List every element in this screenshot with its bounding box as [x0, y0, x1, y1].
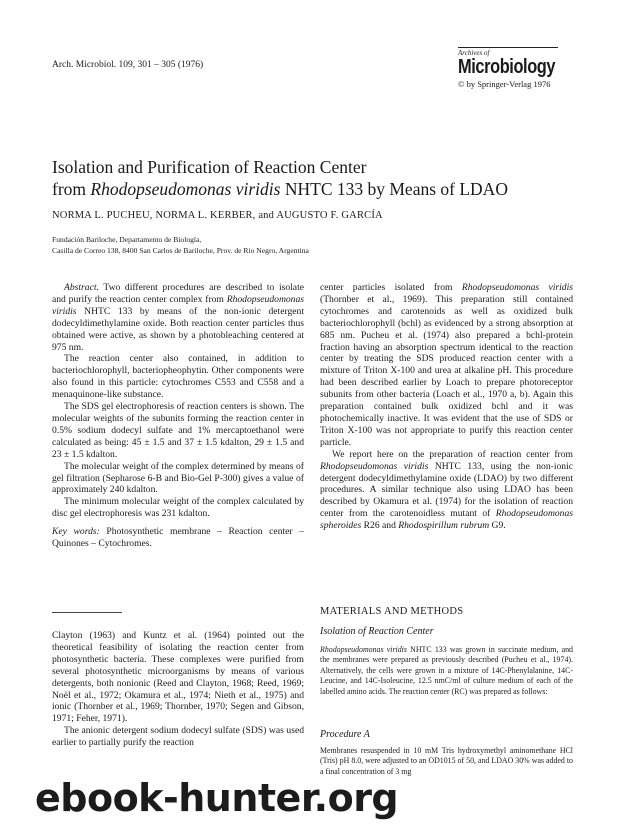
- section-heading-methods: MATERIALS AND METHODS: [320, 606, 464, 617]
- title-line-2: from Rhodopseudomonas viridis NHTC 133 by Means of LDAO: [52, 179, 508, 199]
- subsection-heading-isolation: Isolation of Reaction Center: [320, 626, 434, 637]
- subsection-heading-procedure-a: Procedure A: [320, 729, 370, 740]
- journal-logo-small-text: Archives of: [458, 47, 558, 57]
- intro-continued: [320, 282, 573, 532]
- journal-citation: Arch. Microbiol. 109, 301 – 305 (1976): [52, 60, 204, 70]
- abstract-paragraph: The molecular weight of the complex determined by means of gel filtration (Sepharose 6-B and Bio-Gel P-300) gives a value of approximately 240 kdalton.: [52, 460, 304, 496]
- watermark-text: ebook-hunter.org: [35, 776, 399, 820]
- abstract-paragraph: Abstract. Two different procedures are described to isolate and purify the reaction center complex from Rhodopseudomonas viridis NHTC 133 by means of the non-ionic detergent dodecyldimethylamine oxide. Both reaction center particles thus obtained were active, as shown by a photobleaching centered at 975 nm.: [52, 282, 304, 353]
- methods-paragraph: Rhodopseudomonas viridis NHTC 133 was grown in succinate medium, and the membranes were prepared as previously described (Pucheu et al., 1974). Alternatively, the cells were grown in a mixture of 14C-Phenylalanine, 14C-Leucine, and 14C-Isoleucine, 12.5 nmC/ml of culture medium of each of the labelled amino acids. The reaction center (RC) was prepared as follows:: [320, 645, 574, 696]
- keywords: Key words: Photosynthetic membrane – Reaction center – Quinones – Cytochromes.: [52, 526, 304, 550]
- author-list: NORMA L. PUCHEU, NORMA L. KERBER, and AUGUSTO F. GARCÍA: [52, 210, 383, 221]
- abstract: [52, 282, 304, 550]
- abstract-paragraph: The reaction center also contained, in addition to bacteriochlorophyll, bacteriopheophytin. Other components were also found in this particle: cytochromes C553 and C558 and a menaquinone-like substance.: [52, 353, 304, 401]
- copyright-notice: © by Springer-Verlag 1976: [458, 79, 551, 89]
- introduction: [52, 630, 304, 749]
- intro-paragraph: We report here on the preparation of reaction center from Rhodopseudomonas viridis NHTC 133, using the non-ionic detergent dodecyldimethylamine oxide (LDAO) by two different procedures. A similar technique also using LDAO has been described by Okamura et al. (1974) for the isolation of reaction center from the carotenoidless mutant of Rhodopseudomonas spheroides R26 and Rhodospirillum rubrum G9.: [320, 448, 573, 532]
- journal-logo-wordmark: Microbiology: [458, 56, 556, 78]
- intro-paragraph: center particles isolated from Rhodopseudomonas viridis (Thornber et al., 1969). This preparation still contained cytochromes and carotenoids as well as oxidized bulk bacteriochlorophyll (bchl) as evidenced by a strong absorption at 685 nm. Pucheu et al. (1974) also prepared a bchl-protein fraction having an absorption spectrum identical to the reaction center by treating the SDS produced reaction center with a mixture of Triton X-100 and urea at alkaline pH. This procedure had been described earlier by Loach to prepare photoreceptor subunits from other bacteria (Loach et al., 1970 a, b). Again this preparation contained bulk oxidized bchl and it was photochemically inactive. It was evident that the use of SDS or Triton X-100 was not appropriate to purify this reaction center particle.: [320, 282, 573, 448]
- article-title: [52, 156, 572, 200]
- title-line-1: Isolation and Purification of Reaction Center: [52, 157, 367, 177]
- journal-logo: [458, 47, 566, 89]
- intro-paragraph: The anionic detergent sodium dodecyl sulfate (SDS) was used earlier to partially purify the reaction: [52, 725, 304, 749]
- affiliation: Fundación Bariloche, Departamento de Biología, Casilla de Correo 138, 8400 San Carlos de Bariloche, Prov. de Rio Negro, Argentina: [52, 235, 309, 255]
- abstract-paragraph: The minimum molecular weight of the complex calculated by disc gel electrophoresis was 231 kdalton.: [52, 496, 304, 520]
- methods-paragraph: Membranes resuspended in 10 mM Tris hydroxymethyl aminomethane HCl (Tris) pH 8.0, were adjusted to an OD1015 of 50, and LDAO 30% was added to a final concentration of 3 mg: [320, 746, 573, 776]
- procedure-a-text: [320, 746, 573, 776]
- abstract-paragraph: The SDS gel electrophoresis of reaction centers is shown. The molecular weights of the subunits forming the reaction center in 0.5% sodium dodecyl sulfate and 1% mercaptoethanol were calculated as being: 45 ± 1.5 and 37 ± 1.5 kdalton, 29 ± 1.5 and 23 ± 1.5 kdalton.: [52, 401, 304, 460]
- section-divider: [52, 612, 122, 613]
- intro-paragraph: Clayton (1963) and Kuntz et al. (1964) pointed out the theoretical feasibility of isolating the reaction center from photosynthetic bacteria. These complexes were purified from several photosynthetic microorganisms by means of various detergents, both nonionic (Reed and Clayton, 1968; Reed, 1969; Noël et al., 1972; Okamura et al., 1974; Nieth et al., 1975) and ionic (Thornber et al., 1969; Thornber, 1970; Segen and Gibson, 1971; Feher, 1971).: [52, 630, 304, 725]
- isolation-text: [320, 645, 573, 697]
